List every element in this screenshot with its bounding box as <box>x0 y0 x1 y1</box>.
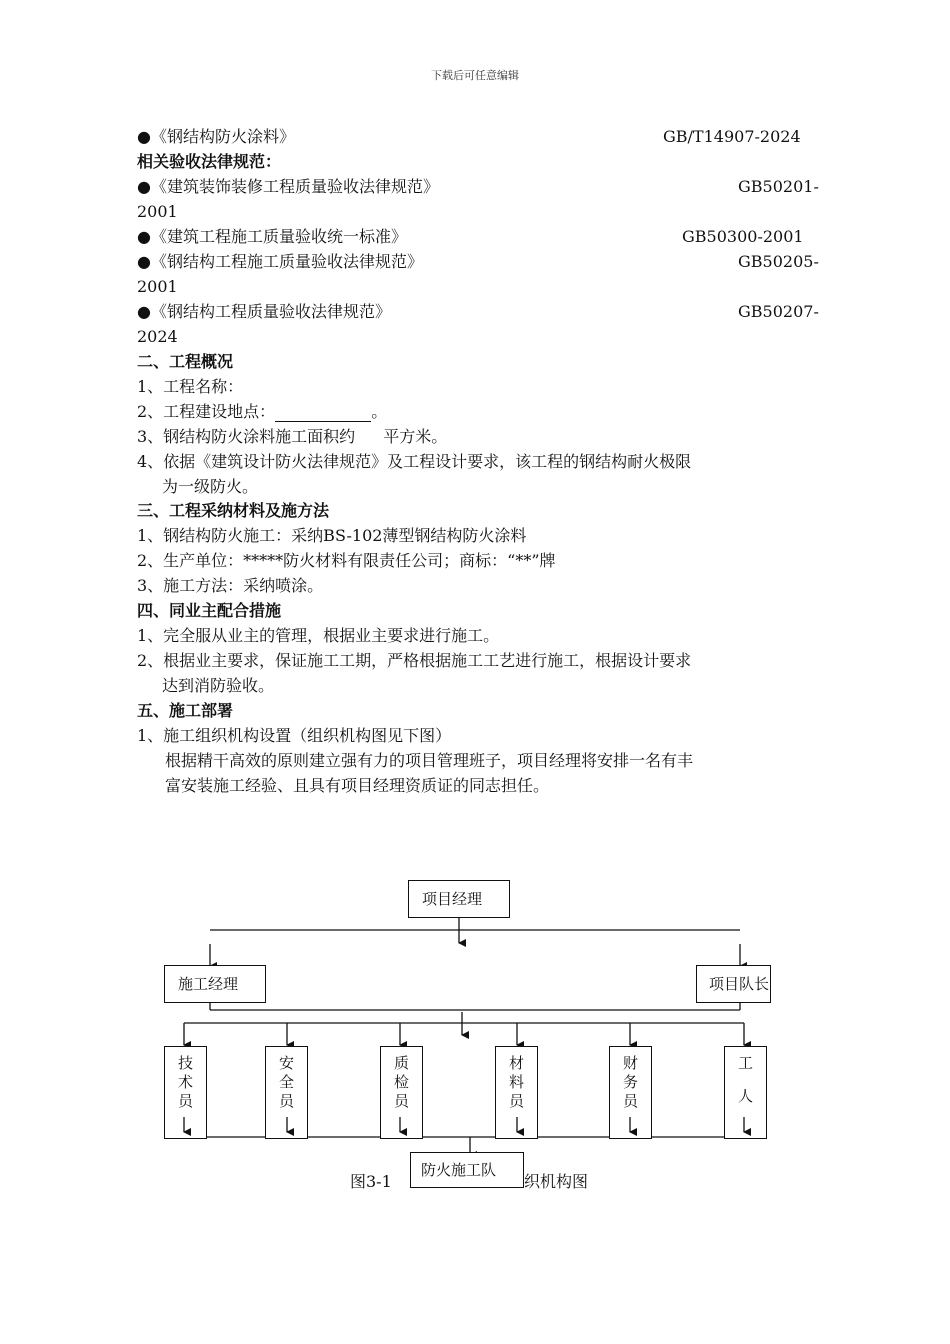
overview-item-4-cont: 为一级防火。 <box>162 477 259 496</box>
quality-char-3: 员 <box>393 1092 409 1110</box>
page-header: 下载后可任意编辑 <box>431 69 519 82</box>
materials-item-2: 2、生产单位：*****防火材料有限责任公司；商标：“**”牌 <box>137 551 556 570</box>
overview-item-3-unit: 平方米。 <box>383 427 448 446</box>
standard-year-4: 2001 <box>137 277 178 296</box>
deployment-paragraph-cont: 富安装施工经验、且具有项目经理资质证的同志担任。 <box>165 776 550 795</box>
standard-line-1: ●《钢结构防火涂料》 <box>137 127 295 146</box>
standard-year-2: 2001 <box>137 202 178 221</box>
deployment-item-1: 1、施工组织机构设置（组织机构图见下图） <box>137 726 452 745</box>
node-fire-team: 防火施工队 <box>410 1152 524 1188</box>
materials-char-3: 员 <box>508 1092 524 1110</box>
quality-char-2: 检 <box>393 1073 409 1091</box>
safety-char-3: 员 <box>278 1092 294 1110</box>
figure-caption-label: 图3-1 <box>350 1172 392 1191</box>
node-project-team-leader: 项目队长 <box>696 965 771 1003</box>
node-project-manager: 项目经理 <box>408 880 510 918</box>
materials-item-3: 3、施工方法：采纳喷涂。 <box>137 576 324 595</box>
standard-code-2: GB50201- <box>738 177 819 196</box>
figure-caption-title: 织机构图 <box>524 1172 589 1191</box>
standard-code-1: GB/T14907-2024 <box>663 127 801 146</box>
safety-char-2: 全 <box>278 1073 294 1091</box>
workers-char-1: 工 <box>737 1054 753 1072</box>
overview-item-1: 1、工程名称： <box>137 377 244 396</box>
overview-item-3-label: 3、钢结构防火涂料施工面积约 <box>137 427 356 446</box>
workers-char-2: 人 <box>737 1087 753 1105</box>
heading-materials: 三、工程采纳材料及施方法 <box>137 501 330 520</box>
standard-line-2: ●《建筑装饰装修工程质量验收法律规范》 <box>137 177 439 196</box>
finance-char-1: 财 <box>622 1054 638 1072</box>
heading-deployment: 五、施工部署 <box>137 701 234 720</box>
standard-line-4: ●《钢结构工程施工质量验收法律规范》 <box>137 252 423 271</box>
section-subtitle: 相关验收法律规范： <box>137 152 282 171</box>
finance-char-3: 员 <box>622 1092 638 1110</box>
technician-char-2: 术 <box>177 1073 193 1091</box>
materials-item-1: 1、钢结构防火施工：采纳BS-102薄型钢结构防火涂料 <box>137 526 527 545</box>
overview-item-2-label: 2、工程建设地点： <box>137 402 276 421</box>
standard-code-3: GB50300-2001 <box>682 227 804 246</box>
materials-char-1: 材 <box>508 1054 524 1072</box>
heading-overview: 二、工程概况 <box>137 352 234 371</box>
technician-char-3: 员 <box>177 1092 193 1110</box>
cooperation-item-2: 2、根据业主要求，保证施工工期，严格根据施工工艺进行施工，根据设计要求 <box>137 651 692 670</box>
quality-char-1: 质 <box>393 1054 409 1072</box>
cooperation-item-1: 1、完全服从业主的管理，根据业主要求进行施工。 <box>137 626 500 645</box>
overview-item-2-end: 。 <box>371 402 388 421</box>
node-construction-manager: 施工经理 <box>164 965 266 1003</box>
heading-cooperation: 四、同业主配合措施 <box>137 601 282 620</box>
deployment-paragraph: 根据精干高效的原则建立强有力的项目管理班子，项目经理将安排一名有丰 <box>165 751 694 770</box>
finance-char-2: 务 <box>622 1073 638 1091</box>
overview-item-4: 4、依据《建筑设计防火法律规范》及工程设计要求，该工程的钢结构耐火极限 <box>137 452 692 471</box>
standard-code-4: GB50205- <box>738 252 819 271</box>
standard-year-5: 2024 <box>137 327 178 346</box>
standard-line-5: ●《钢结构工程质量验收法律规范》 <box>137 302 391 321</box>
cooperation-item-2-cont: 达到消防验收。 <box>162 676 275 695</box>
technician-char-1: 技 <box>177 1054 193 1072</box>
safety-char-1: 安 <box>278 1054 294 1072</box>
standard-code-5: GB50207- <box>738 302 819 321</box>
materials-char-2: 料 <box>508 1073 524 1091</box>
standard-line-3: ●《建筑工程施工质量验收统一标准》 <box>137 227 407 246</box>
